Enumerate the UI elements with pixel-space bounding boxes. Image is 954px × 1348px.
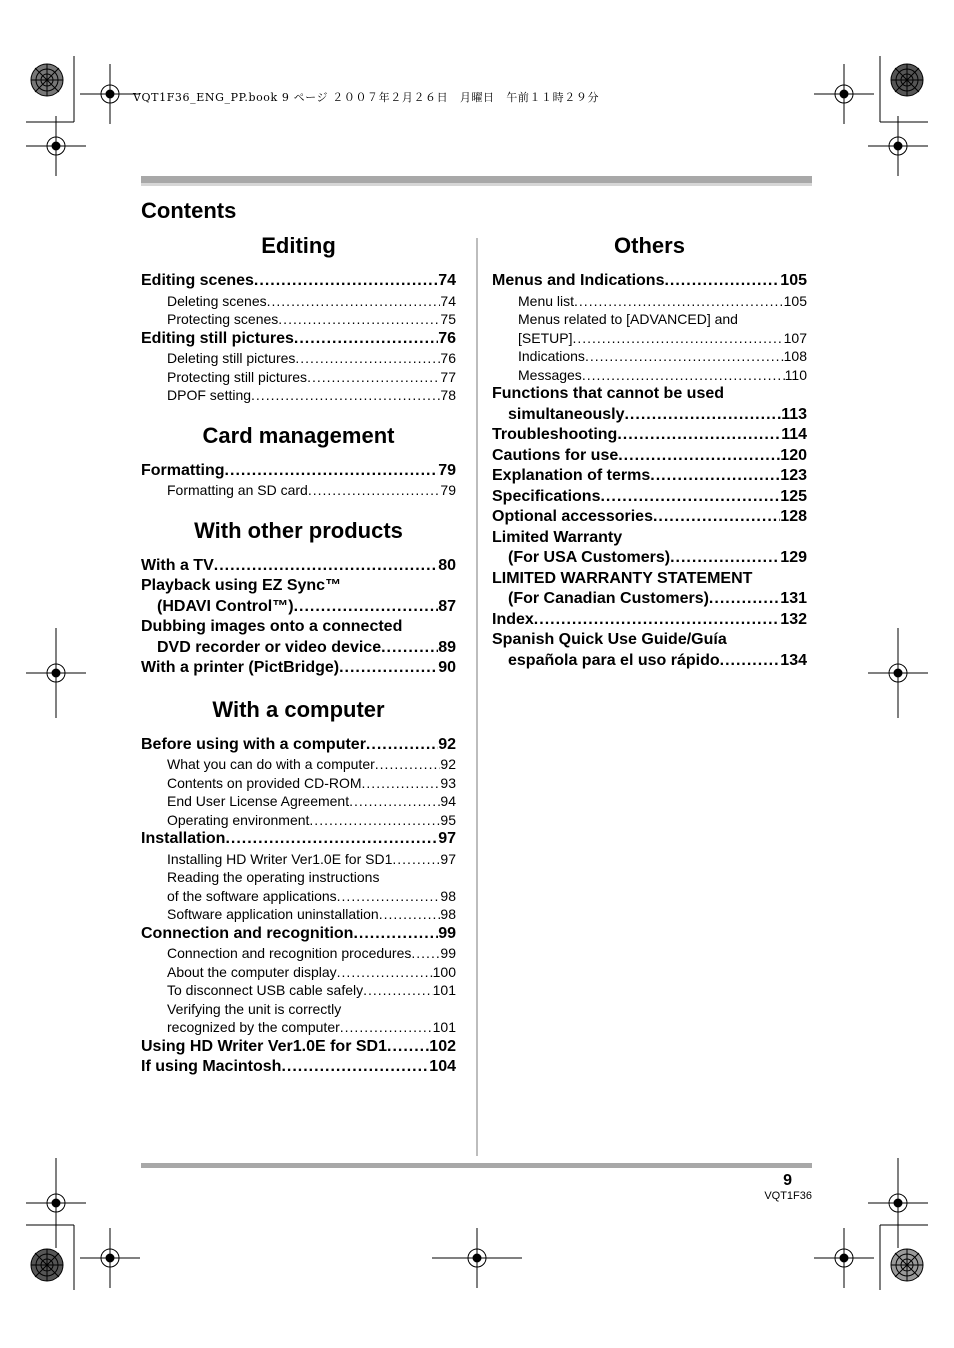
toc-entry-line[interactable]: Functions that cannot be used [492,385,725,402]
toc-subentry[interactable]: End User License Agreement ..... 94 [141,792,456,811]
toc-entry[interactable]: Before using with a computer ..... 92 [141,735,456,756]
toc-subentry[interactable]: Software application uninstallation ..... 98 [141,905,456,924]
section-title: With a computer [212,696,385,722]
toc-subentry[interactable]: Connection and recognition procedures ..... 99 [141,944,456,963]
section-with-other-products [141,516,456,679]
toc-subentry[interactable]: Protecting scenes ..... 75 [141,310,456,329]
section-title: With other products [194,517,403,543]
crosshair-icon [432,1228,522,1288]
crosshair-icon [26,116,86,176]
toc-subentry[interactable]: Deleting still pictures ..... 76 [141,349,456,368]
toc-entry-line[interactable]: Spanish Quick Use Guide/Guía [492,631,727,648]
toc-entry-line[interactable]: LIMITED WARRANTY STATEMENT [492,569,753,587]
section-with-a-computer [141,695,456,1078]
toc-subentry-line[interactable]: Menus related to [ADVANCED] and [518,311,738,327]
toc-entry[interactable]: With a TV ..... 80 [141,556,456,577]
toc-entry[interactable]: Troubleshooting ..... 114 [492,425,807,446]
toc-entry[interactable]: DVD recorder or video device ..... 89 [141,638,456,659]
toc-entry[interactable]: With a printer (PictBridge) ..... 90 [141,658,456,679]
toc-entry[interactable]: Installation ..... 97 [141,829,456,850]
toc-subentry[interactable]: To disconnect USB cable safely ..... 101 [141,981,456,1000]
crosshair-icon [868,1158,928,1248]
column-divider [476,238,478,1156]
toc-subentry[interactable]: Contents on provided CD-ROM ..... 93 [141,774,456,793]
toc-subentry[interactable]: What you can do with a computer ..... 92 [141,755,456,774]
toc-entry[interactable]: Editing scenes ..... 74 [141,271,456,292]
toc-subentry[interactable]: Messages ..... 110 [492,366,807,385]
crosshair-icon [26,628,86,718]
toc-subentry[interactable]: DPOF setting ..... 78 [141,386,456,405]
section-title: Others [614,233,685,258]
toc-entry[interactable]: Specifications ..... 125 [492,487,807,508]
color-wheel-icon [30,1248,64,1282]
section-others [492,231,807,671]
toc-subentry[interactable]: [SETUP] ..... 107 [492,329,807,348]
color-wheel-icon [890,1248,924,1282]
crosshair-icon [868,628,928,718]
crosshair-icon [868,116,928,176]
toc-entry[interactable]: Formatting ..... 79 [141,461,456,482]
page-number: 9 [783,1172,792,1189]
toc-entry[interactable]: If using Macintosh ..... 104 [141,1057,456,1078]
toc-entry[interactable]: Editing still pictures ..... 76 [141,329,456,350]
right-column [492,231,807,671]
section-title: Editing [261,233,336,258]
toc-subentry[interactable]: recognized by the computer ..... 101 [141,1018,456,1037]
section-title: Card management [202,422,395,448]
toc-subentry[interactable]: Formatting an SD card ..... 79 [141,481,456,500]
left-column [141,231,456,1078]
toc-subentry[interactable]: Deleting scenes ..... 74 [141,292,456,311]
print-slug: VQT1F36_ENG_PP.book 9 ページ ２００７年２月２６日 月曜日 午前１１時２９分 [133,91,600,104]
toc-subentry[interactable]: Protecting still pictures ..... 77 [141,368,456,387]
toc-subentry[interactable]: of the software applications ..... 98 [141,887,456,906]
toc-entry[interactable]: (For Canadian Customers) ..... 131 [492,589,807,610]
toc-subentry[interactable]: Indications ..... 108 [492,347,807,366]
toc-subentry[interactable]: Operating environment ..... 95 [141,811,456,830]
crosshair-icon [80,1228,140,1288]
crosshair-icon [814,64,874,124]
toc-entry[interactable]: Explanation of terms ..... 123 [492,466,807,487]
toc-subentry-line[interactable]: Verifying the unit is correctly [167,1000,342,1017]
toc-entry[interactable]: Optional accessories ..... 128 [492,507,807,528]
toc-entry[interactable]: Cautions for use ..... 120 [492,446,807,467]
crosshair-icon [80,64,140,124]
toc-subentry[interactable]: About the computer display ..... 100 [141,963,456,982]
toc-entry-line[interactable]: Limited Warranty [492,528,623,546]
footer-rule [141,1163,812,1168]
toc-subentry[interactable]: Installing HD Writer Ver1.0E for SD1 ..... 97 [141,850,456,869]
toc-entry[interactable]: española para el uso rápido ..... 134 [492,651,807,672]
section-card-management [141,421,456,500]
toc-entry[interactable]: (HDAVI Control™) ..... 87 [141,597,456,618]
document-code: VQT1F36 [764,1190,812,1202]
section-editing [141,231,456,405]
toc-entry-line[interactable]: Playback using EZ Sync™ [141,577,342,594]
toc-entry[interactable]: (For USA Customers) ..... 129 [492,548,807,569]
toc-entry[interactable]: Using HD Writer Ver1.0E for SD1 ..... 102 [141,1037,456,1058]
toc-entry[interactable]: Connection and recognition ..... 99 [141,924,456,945]
toc-subentry[interactable]: Menu list ..... 105 [492,292,807,311]
toc-entry-line[interactable]: Dubbing images onto a connected [141,618,403,635]
page-title: Contents [141,198,237,223]
color-wheel-icon [890,63,924,97]
crosshair-icon [814,1228,874,1288]
toc-entry[interactable]: simultaneously ..... 113 [492,405,807,426]
header-rule [141,176,812,186]
toc-entry[interactable]: Index ..... 132 [492,610,807,631]
toc-subentry-line[interactable]: Reading the operating instructions [167,869,380,885]
color-wheel-icon [30,63,64,97]
toc-entry[interactable]: Menus and Indications ..... 105 [492,271,807,292]
crosshair-icon [26,1158,86,1248]
